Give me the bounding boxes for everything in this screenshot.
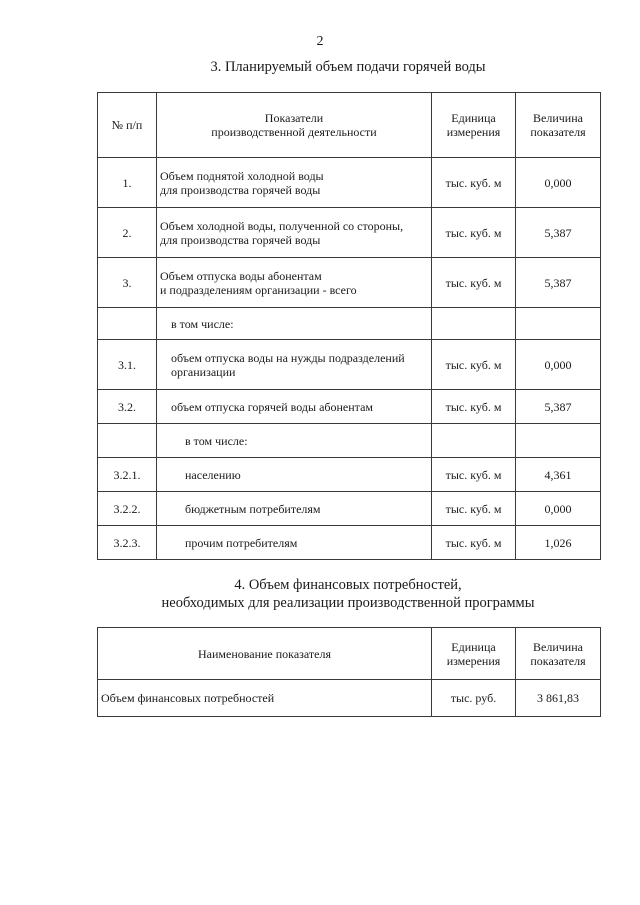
row-unit: тыс. куб. м — [432, 158, 516, 208]
row-value: 5,387 — [516, 390, 601, 424]
row-label: бюджетным потребителям — [157, 492, 432, 526]
row-value — [516, 308, 601, 340]
section-4-title-line1: 4. Объем финансовых потребностей, — [234, 577, 462, 593]
header-num: № п/п — [98, 93, 157, 158]
header-unit: Единица измерения — [432, 628, 516, 680]
row-unit: тыс. куб. м — [432, 208, 516, 258]
header-value: Величина показателя — [516, 93, 601, 158]
table-row — [98, 208, 601, 258]
row-label: в том числе: — [157, 424, 432, 458]
row-label: Объем отпуска воды абонентам и подразделениям организации - всего — [157, 258, 432, 308]
row-label: Объем холодной воды, полученной со стороны, для производства горячей воды — [157, 208, 432, 258]
row-value: 5,387 — [516, 258, 601, 308]
row-num: 1. — [98, 158, 157, 208]
row-unit: тыс. куб. м — [432, 492, 516, 526]
row-num: 3.2.2. — [98, 492, 157, 526]
row-value: 1,026 — [516, 526, 601, 560]
row-unit: тыс. куб. м — [432, 258, 516, 308]
row-label: населению — [157, 458, 432, 492]
financial-needs-table — [97, 627, 601, 717]
row-unit: тыс. куб. м — [432, 340, 516, 390]
section-3-title: 3. Планируемый объем подачи горячей воды — [210, 59, 486, 75]
header-name: Наименование показателя — [98, 628, 432, 680]
row-label: объем отпуска воды на нужды подразделений организации — [157, 340, 432, 390]
table-row — [98, 458, 601, 492]
row-label: в том числе: — [157, 308, 432, 340]
row-unit — [432, 424, 516, 458]
table-row — [98, 158, 601, 208]
table-header-row — [98, 628, 601, 680]
row-num — [98, 308, 157, 340]
table-row — [98, 340, 601, 390]
section-4-title — [98, 576, 598, 612]
page-number: 2 — [316, 34, 324, 49]
row-value: 0,000 — [516, 340, 601, 390]
row-unit: тыс. куб. м — [432, 526, 516, 560]
table-row — [98, 492, 601, 526]
row-num: 3.1. — [98, 340, 157, 390]
row-value: 3 861,83 — [516, 680, 601, 717]
row-value: 0,000 — [516, 158, 601, 208]
header-unit: Единица измерения — [432, 93, 516, 158]
row-value: 0,000 — [516, 492, 601, 526]
row-value: 5,387 — [516, 208, 601, 258]
row-unit — [432, 308, 516, 340]
row-label: Объем поднятой холодной воды для производства горячей воды — [157, 158, 432, 208]
hot-water-volume-table — [97, 92, 601, 560]
table-row — [98, 308, 601, 340]
table-row — [98, 390, 601, 424]
row-num: 3.2.3. — [98, 526, 157, 560]
table-row — [98, 526, 601, 560]
row-value: 4,361 — [516, 458, 601, 492]
row-unit: тыс. куб. м — [432, 458, 516, 492]
row-unit: тыс. куб. м — [432, 390, 516, 424]
row-num — [98, 424, 157, 458]
table-row — [98, 258, 601, 308]
header-indicator: Показатели производственной деятельности — [157, 93, 432, 158]
table-row — [98, 680, 601, 717]
row-unit: тыс. руб. — [432, 680, 516, 717]
section-4-title-line2: необходимых для реализации производственной программы — [161, 595, 535, 611]
header-value: Величина показателя — [516, 628, 601, 680]
row-num: 3.2. — [98, 390, 157, 424]
row-num: 2. — [98, 208, 157, 258]
row-label: прочим потребителям — [157, 526, 432, 560]
row-label: объем отпуска горячей воды абонентам — [157, 390, 432, 424]
table-row — [98, 424, 601, 458]
table-header-row — [98, 93, 601, 158]
row-value — [516, 424, 601, 458]
row-label: Объем финансовых потребностей — [98, 680, 432, 717]
row-num: 3.2.1. — [98, 458, 157, 492]
row-num: 3. — [98, 258, 157, 308]
